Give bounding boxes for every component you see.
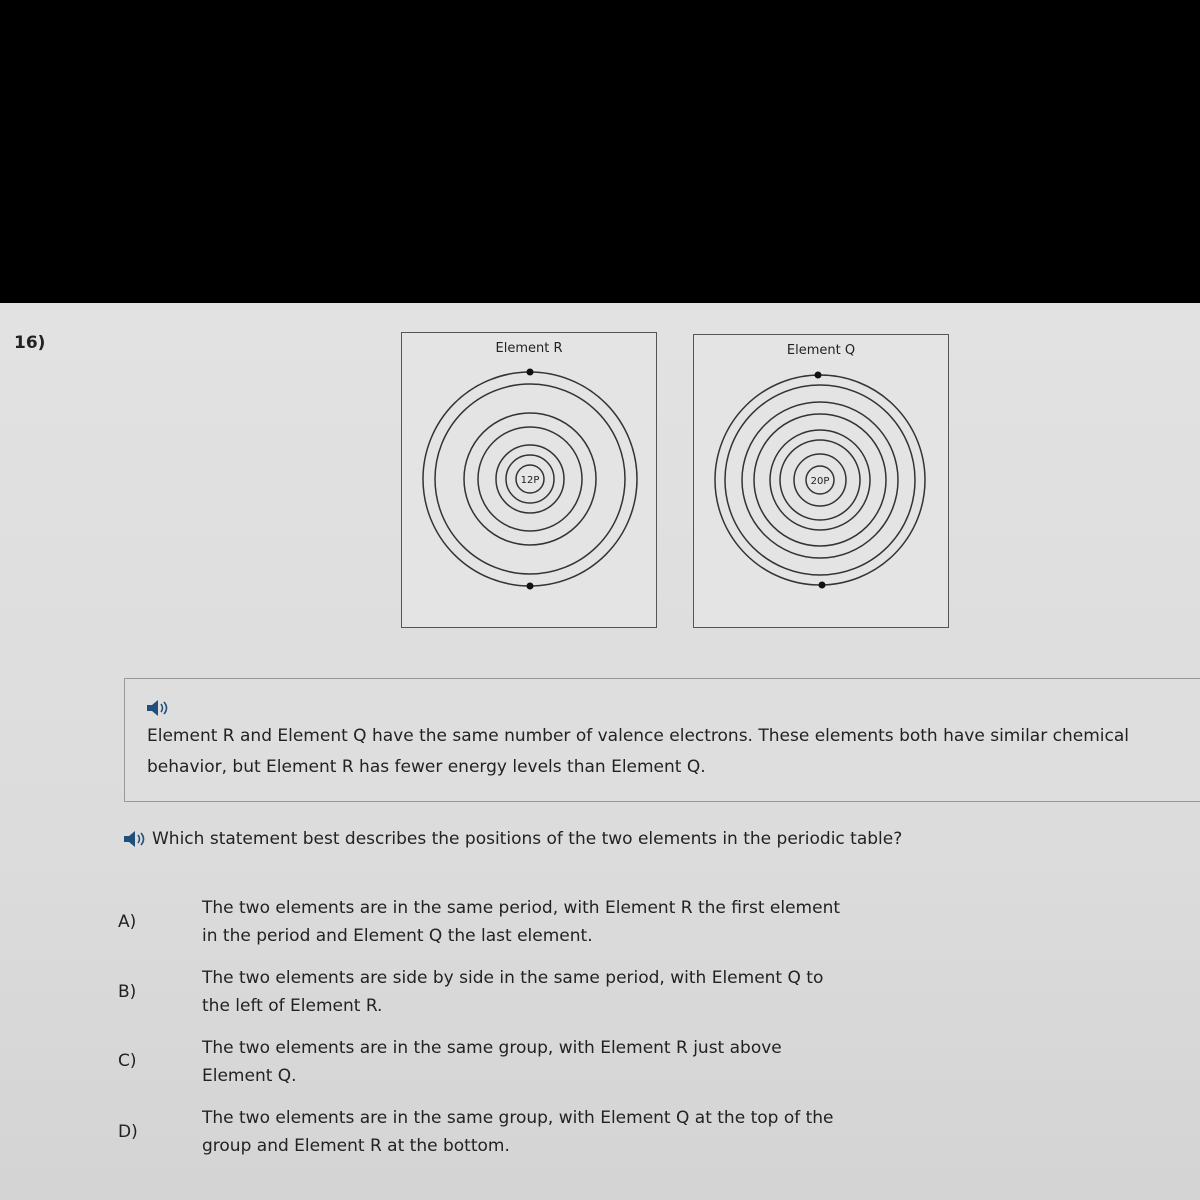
question-number: 16) [14, 333, 46, 353]
nucleus-label: 12P [520, 475, 540, 486]
element-r-diagram [401, 332, 657, 628]
answer-choice-b[interactable] [0, 964, 1200, 1024]
speaker-icon[interactable] [122, 830, 148, 848]
choice-letter: C) [118, 1051, 137, 1071]
choice-letter: B) [118, 982, 137, 1002]
element-r-atom-model [402, 333, 656, 627]
element-q-title: Element Q [786, 343, 856, 358]
answer-choice-c[interactable] [0, 1034, 1200, 1094]
valence-electron [527, 583, 534, 590]
element-r-title: Element R [495, 341, 563, 356]
choice-text: The two elements are in the same group, with Element Q at the top of the group and Element R at the bottom. [202, 1108, 834, 1156]
question-text: Which statement best describes the positions of the two elements in the periodic table? [152, 829, 903, 849]
passage-text: Element R and Element Q have the same number of valence electrons. These elements both have similar chemical behavior, but Element R has fewer energy levels than Element Q. [147, 726, 1129, 777]
valence-electron [527, 369, 534, 376]
valence-electron [819, 582, 826, 589]
choice-text: The two elements are in the same period, with Element R the first element in the period and Element Q the last element. [202, 898, 841, 946]
speaker-icon[interactable] [145, 699, 171, 717]
choice-letter: D) [118, 1122, 138, 1142]
choice-text: The two elements are in the same group, with Element R just above Element Q. [202, 1038, 782, 1086]
answer-choice-a[interactable] [0, 894, 1200, 954]
test-screen [0, 303, 1200, 1200]
element-q-atom-model [694, 335, 948, 627]
choice-text: The two elements are side by side in the same period, with Element Q to the left of Element R. [202, 968, 824, 1016]
nucleus-label: 20P [810, 476, 830, 487]
passage-box [124, 678, 1200, 802]
answer-choice-d[interactable] [0, 1104, 1200, 1164]
question-prompt [122, 829, 902, 849]
choice-letter: A) [118, 912, 137, 932]
valence-electron [815, 372, 822, 379]
element-q-diagram [693, 334, 949, 628]
